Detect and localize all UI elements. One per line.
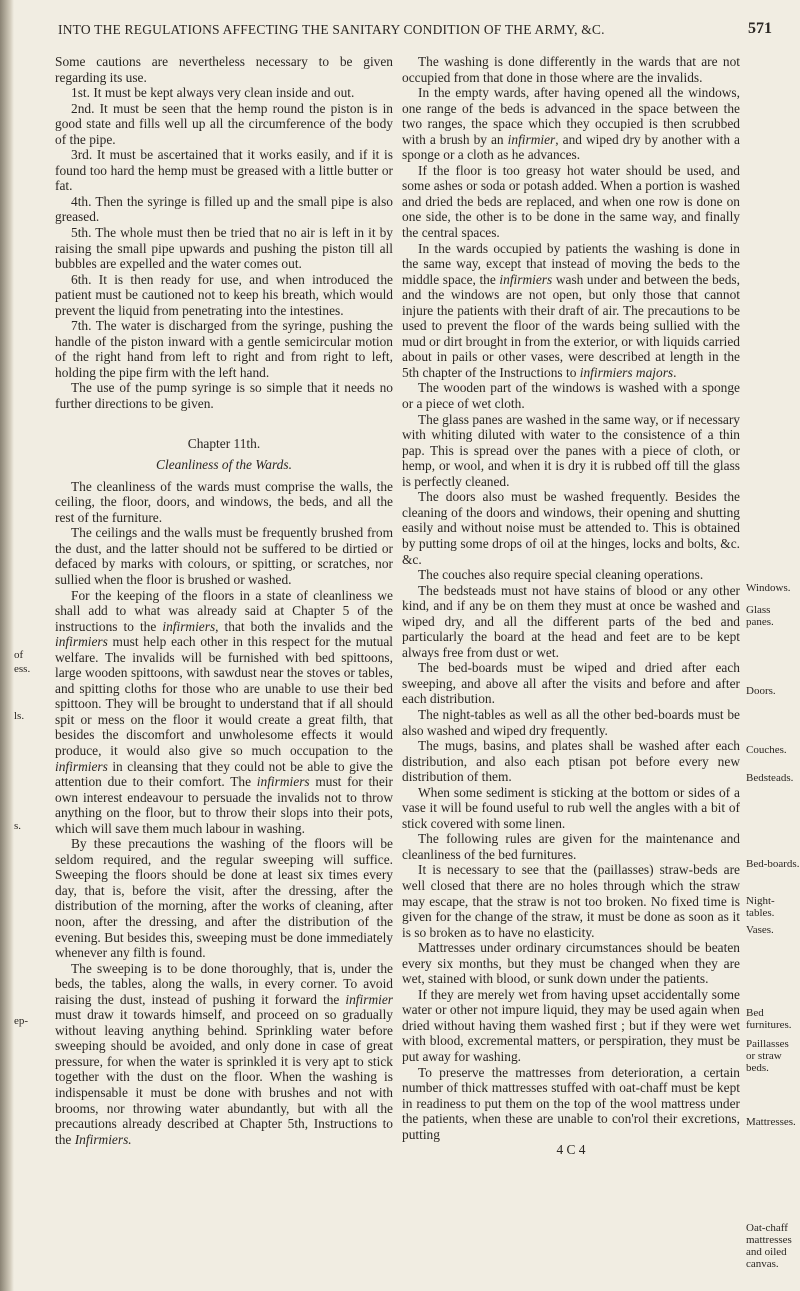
margin-note-windows: Windows. [746,582,791,594]
margin-note-mattresses: Mattresses. [746,1116,796,1128]
page-gutter-shadow [0,0,14,1291]
right-column [402,54,740,1158]
left-margin-fragment: ls. [14,710,25,722]
paragraph: In the wards occupied by patients the washing is done in the same way, except that instead of moving the beds to the middle space, the infirmiers wash under and between the beds, and the windows are not open, but only those that cannot injure the patients with their draft of air. The precautions to be used to prevent the floor of the wards being sullied with the mud or dirt brought in from the exterior, or with liquids carried about in pails or other vases, were described at length in the 5th chapter of the Instructions to infirmiers majors. [402,240,740,380]
margin-note-bed-boards: Bed-boards. [746,858,800,870]
running-head: INTO THE REGULATIONS AFFECTING THE SANITARY CONDITION OF THE ARMY, &C. [58,22,605,37]
term-infirmiers-majors: infirmiers majors [579,364,674,380]
paragraph: The glass panes are washed in the same way, or if necessary with whiting diluted with water to the consistence of a thin pap. This is spread over the panes with a piece of cloth, or hemp, or wool, and when it is dry it is rubbed off till the glass is perfectly cleaned. [402,411,740,489]
paragraph: The bed-boards must be wiped and dried after each sweeping, and above all after the visits and before and after each distribution. [402,660,740,707]
margin-note-doors: Doors. [746,685,776,697]
paragraph: The cleanliness of the wards must comprise the walls, the ceiling, the floor, doors, and windows, the beds, and all the rest of the furniture. [55,478,393,525]
paragraph: If they are merely wet from having upset accidentally some water or other not impure liquid, they may be used again when dried without having them washed first ; but if they were wet with blood, excremental matters, or perspiration, they must be put away for washing. [402,986,740,1064]
term-infirmiers: infirmiers [499,271,553,287]
paragraph: To preserve the mattresses from deterioration, a certain number of thick mattresses stuffed with oat-chaff must be kept in readiness to put them on the top of the wool mattress under the patients, when these are unable to con'rol their excretions, putting [402,1064,740,1142]
left-margin-fragment: ess. [14,663,31,675]
page-number: 571 [748,20,772,37]
term-infirmiers: infirmiers [55,634,108,650]
paragraph: If the floor is too greasy hot water should be used, and some ashes or soda or potash added. When a portion is washed and dried the beds are replaced, and when one row is done on one side, the other is to be done in the same way, and finally the central spaces. [402,162,740,241]
left-margin-fragment: s. [14,820,22,832]
margin-note-oat-chaff: Oat-chaff mattresses and oiled canvas. [746,1222,792,1270]
paragraph: Some cautions are nevertheless necessary to be given regarding its use. [55,54,393,85]
margin-note-vases: Vases. [746,924,774,936]
left-margin-fragment: ep- [14,1015,29,1027]
paragraph: The bedsteads must not have stains of blood or any other kind, and if any be on them they must at once be washed and wiped dry, and all the different parts of the bed and particularly the board at the head and feet are to be kept always free from dust or wet. [402,582,740,660]
paragraph: The sweeping is to be done thoroughly, that is, under the beds, the tables, along the walls, in every corner. To avoid raising the dust, instead of pushing it forward the infirmier must draw it towards himself, and proceed on so gradually without leaving anything behind. Sprinkling water before sweeping should be avoided, and only done in case of great pressure, for when the water is sprinkled it is very apt to stick together with the dust on the floor. When the washing is indispensable it must be done with brushes and not with brooms, nor throwing water abundantly, but with all the precautions already described at Chapter 5th, Instructions to the Infirmiers. [55,960,393,1147]
term-infirmiers: infirmiers [55,758,108,774]
paragraph: The following rules are given for the maintenance and cleanliness of the bed furnitures. [402,831,740,862]
paragraph: 3rd. It must be ascertained that it works easily, and if it is found too hard the hemp must be greased with a little butter or fat. [55,147,393,194]
paragraph: 6th. It is then ready for use, and when introduced the patient must be cautioned not to keep his breath, which would prevent the liquid from penetrating into the intestines. [55,271,393,318]
margin-note-paillasses: Paillasses or straw beds. [746,1038,789,1074]
chapter-heading: Chapter 11th. [187,435,261,451]
paragraph: Mattresses under ordinary circumstances should be beaten every six months, but they must be changed when they are wet, stained with blood, or sunk down under the patients. [402,940,740,987]
paragraph: When some sediment is sticking at the bottom or sides of a vase it will be found useful to rub well the angles with a bit of stick covered with some linen. [402,784,740,831]
left-column [55,54,393,1147]
margin-note-bedsteads: Bedsteads. [746,772,794,784]
margin-note-night-tables: Night-tables. [746,895,775,919]
paragraph: 2nd. It must be seen that the hemp round the piston is in good state and fills well up all the circumference of the body of the pipe. [55,100,393,147]
paragraph: The use of the pump syringe is so simple that it needs no further directions to be given. [55,380,393,412]
paragraph: By these precautions the washing of the floors will be seldom required, and the regular sweeping will suffice. Sweeping the floors should be done at least six times every day, that is, before the visit, after the dressing, after the distribution of the morning, after the works of cleaning, after noon, after the dressing, and after the distribution of the evening. But besides this, sweeping must be done immediately whenever any filth is found. [55,836,393,961]
paragraph: In the empty wards, after having opened all the windows, one range of the beds is advanced in the space between the two ranges, the space which they occupied is then scrubbed with a brush by an infirmier, and wiped dry by another with a sponge or a cloth as he advances. [402,85,740,163]
signature-mark: 4 C 4 [556,1142,586,1158]
paragraph: The doors also must be washed frequently. Besides the cleaning of the doors and windows, their opening and shutting easily and without noise must be attended to. This is obtained by putting some drops of oil at the hinges, locks and bolts, &c. &c. [402,489,740,567]
paragraph: 4th. Then the syringe is filled up and the small pipe is also greased. [55,193,393,225]
paragraph: 1st. It must be kept always very clean inside and out. [71,85,355,101]
margin-note-couches: Couches. [746,744,787,756]
term-infirmier: infirmier [507,131,556,147]
paragraph: It is necessary to see that the (paillasses) straw-beds are well closed that there are no holes through which the straw may escape, that the straw is not too broken. No fixed time is given for the change of the straw, it must be done as soon as it is so broken as to have no elasticity. [402,862,740,940]
left-margin-fragment: of [14,649,24,661]
paragraph: The wooden part of the windows is washed with a sponge or a piece of wet cloth. [402,380,740,412]
term-infirmiers: infirmiers [162,618,216,634]
paragraph: The ceilings and the walls must be frequently brushed from the dust, and the latter should not be suffered to be dirtied or defaced by marks with colours, or spitting, or scratches, nor sullied when the floor is brushed or washed. [55,525,393,587]
term-infirmier: infirmier [345,991,393,1007]
paragraph: 5th. The whole must then be tried that no air is left in it by raising the small pipe upwards and pushing the piston till all bubbles are expelled and the water comes out. [55,225,393,272]
paragraph: The washing is done differently in the wards that are not occupied from that done in those where are the invalids. [402,54,740,85]
term-infirmiers-cap: Infirmiers. [74,1131,132,1147]
margin-note-bed-furnitures: Bed furnitures. [746,1007,792,1031]
margin-note-glass: Glass panes. [746,604,774,628]
paragraph: The mugs, basins, and plates shall be washed after each distribution, and also each ptisan pot before every new distribution of them. [402,738,740,785]
paragraph: For the keeping of the floors in a state of cleanliness we shall add to what was already said at Chapter 5 of the instructions to the infirmiers, that both the invalids and the infirmiers must help each other in this respect for the mutual welfare. The invalids will be furnished with bed spittoons, large wooden spittoons, with sawdust near the stoves or tables, and spitting cloths for those who are unable to use their bed spittoon. They will be brought to understand that if all should spit or mess on the floor it would create a great filth, that besides the discomfort and unwholesome effects it would produce, it would also give so much occupation to the infirmiers in cleansing that they could not be able to give the attention due to their comfort. The infirmiers must for their own interest endeavour to persuade the invalids not to throw anything on the floor, but to throw their slops into their pots, which will save them much labour in washing. [55,587,393,836]
paragraph: The couches also require special cleaning operations. [418,567,704,583]
paragraph: 7th. The water is discharged from the syringe, pushing the handle of the piston inward with a gentle semicircular motion of the right hand from left to right and from right to left, holding the pipe firm with the left hand. [55,318,393,380]
chapter-subheading: Cleanliness of the Wards. [156,457,292,473]
term-infirmiers: infirmiers [256,774,310,790]
paragraph: The night-tables as well as all the other bed-boards must be also washed and wiped dry frequently. [402,706,740,738]
